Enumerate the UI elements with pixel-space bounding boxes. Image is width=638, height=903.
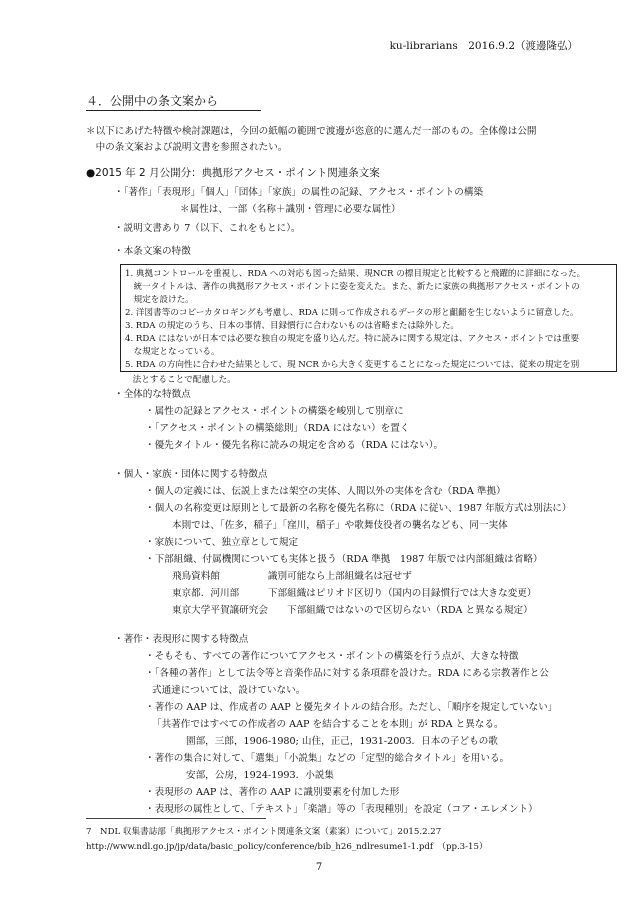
page-header: ku-librarians 2016.9.2（渡邊隆弘）: [389, 40, 578, 52]
box-line: 3. RDA の規定のうち、日本の事情、目録慣行に合わないものは省略または除外した。: [125, 321, 460, 331]
persons-line: ・個人の名称変更は原則として最新の名称を優先名称に（RDA に従い、1987 年版方式は別法に）: [145, 503, 572, 514]
overall-line: ・優先タイトル・優先名称に読みの規定を含める（RDA にはない）。: [145, 440, 444, 451]
footnote-text: 7 NDL 収集書誌部「典拠形アクセス・ポイント関連条文案（素案）について」2015.2.27: [86, 827, 442, 837]
works-line: 式通達については、設けていない。: [152, 685, 306, 696]
section-title: ４．公開中の条文案から: [86, 92, 261, 111]
intro-line: 中の条文案および説明文書を参照されたい。: [86, 142, 288, 153]
works-line: ・表現形の AAP は、著作の AAP に識別要素を付加した形: [145, 787, 400, 798]
works-example: 園部，三郎，1906-1980; 山住，正己，1931-2003．日本の子どもの歌: [186, 736, 498, 747]
persons-example: 飛鳥資料館 識別可能なら上部組織名は冠せず: [172, 571, 412, 582]
point-line: ・説明文書あり 7（以下、これをもとに）。: [114, 223, 301, 234]
box-line: 法とすることで配慮した。: [124, 375, 236, 385]
persons-example: 東京都．河川部 下部組織はピリオド区切り（国内の目録慣行では大きな変更）: [172, 588, 537, 599]
works-line: ・「各種の著作」として法令等と音楽作品に対する条項群を設けた。RDA にある宗教著作と公: [145, 668, 549, 679]
works-line: ・著作の AAP は、作成者の AAP と優先タイトルの結合形。ただし、「順序を規定していない」: [145, 702, 558, 713]
box-line: 規定を設けた。: [125, 295, 194, 305]
box-line: な規定となっている。: [125, 347, 220, 357]
overall-line: ・属性の記録とアクセス・ポイントの構築を峻別して別章に: [145, 406, 404, 417]
box-line: 2. 洋図書等のコピーカタロギングも考慮し、RDA に則って作成されるデータの形と齟齬を生じないように留意した。: [125, 308, 579, 318]
persons-example: 東京大学平賀譲研究会 下部組織ではないので区切らない（RDA と異なる規定）: [172, 605, 533, 616]
overall-heading: ・全体的な特徴点: [114, 389, 191, 400]
page-number: 7: [315, 862, 323, 873]
box-line: 5. RDA の方向性に合わせた結果として、現 NCR から大きく変更することになった規定については、従来の規定を別: [125, 360, 580, 370]
persons-example: 本則では、「佐多，稲子」「窪川，稲子」や歌舞伎役者の襲名なども、同一実体: [172, 520, 508, 531]
persons-line: ・家族について、独立章として規定: [145, 537, 299, 548]
overall-line: ・「アクセス・ポイントの構築総則」（RDA にはない）を置く: [145, 423, 410, 434]
persons-line: ・下部組織、付属機関についても実体と扱う（RDA 準拠 1987 年版では内部組織は省略）: [145, 554, 543, 565]
works-line: ・著作の集合に対して、「選集」「小説集」などの「定型的総合タイトル」を用いる。: [145, 753, 510, 764]
works-line: 「共著作ではすべての作成者の AAP を結合することを本則」が RDA と異なる。: [152, 719, 504, 730]
works-heading: ・著作・表現形に関する特徴点: [114, 634, 249, 645]
subsection-title: ●2015 年 2 月公開分：典拠形アクセス・ポイント関連条文案: [86, 167, 380, 179]
footnote-url: http://www.ndl.go.jp/jp/data/basic_policy/conference/bib_h26_ndlresume1-1.pdf （pp.3-15）: [86, 842, 488, 852]
works-example: 安部，公房，1924-1993．小説集: [186, 770, 335, 781]
box-line: 4. RDA にはないが日本では必要な独自の規定を盛り込んだ。特に読みに関する規定は、アクセス・ポイントでは重要: [125, 334, 580, 344]
features-box: [120, 264, 617, 372]
works-line: ・表現形の属性として、「テキスト」「楽譜」等の「表現種別」を設定（コア・エレメント）: [145, 804, 538, 815]
box-line: 統一タイトルは、著作の典拠形アクセス・ポイントに姿を変えた。また、新たに家族の典拠形アクセス・ポイントの: [125, 282, 580, 292]
point-line: ＊属性は、一部（名称＋識別・管理に必要な属性）: [180, 204, 401, 215]
box-line: 1. 典拠コントロールを重視し、RDA への対応も図った結果、現NCR の標目規定と比較すると飛躍的に詳細になった。: [125, 269, 586, 279]
intro-line: ＊以下にあげた特徴や検討課題は，今回の紙幅の範囲で渡邊が恣意的に選んだ一部のもの。全体像は公開: [86, 126, 537, 137]
persons-heading: ・個人・家族・団体に関する特徴点: [114, 469, 268, 480]
persons-line: ・個人の定義には、伝説上または架空の実体、人間以外の実体を含む（RDA 準拠）: [145, 486, 506, 497]
features-label: ・本条文案の特徴: [114, 246, 191, 257]
works-line: ・そもそも、すべての著作についてアクセス・ポイントの構築を行う点が、大きな特徴: [145, 651, 519, 662]
point-line: ・「著作」「表現形」「個人」「団体」「家族」の属性の記録、アクセス・ポイントの構築: [114, 187, 484, 198]
footnote-rule: [86, 818, 266, 819]
